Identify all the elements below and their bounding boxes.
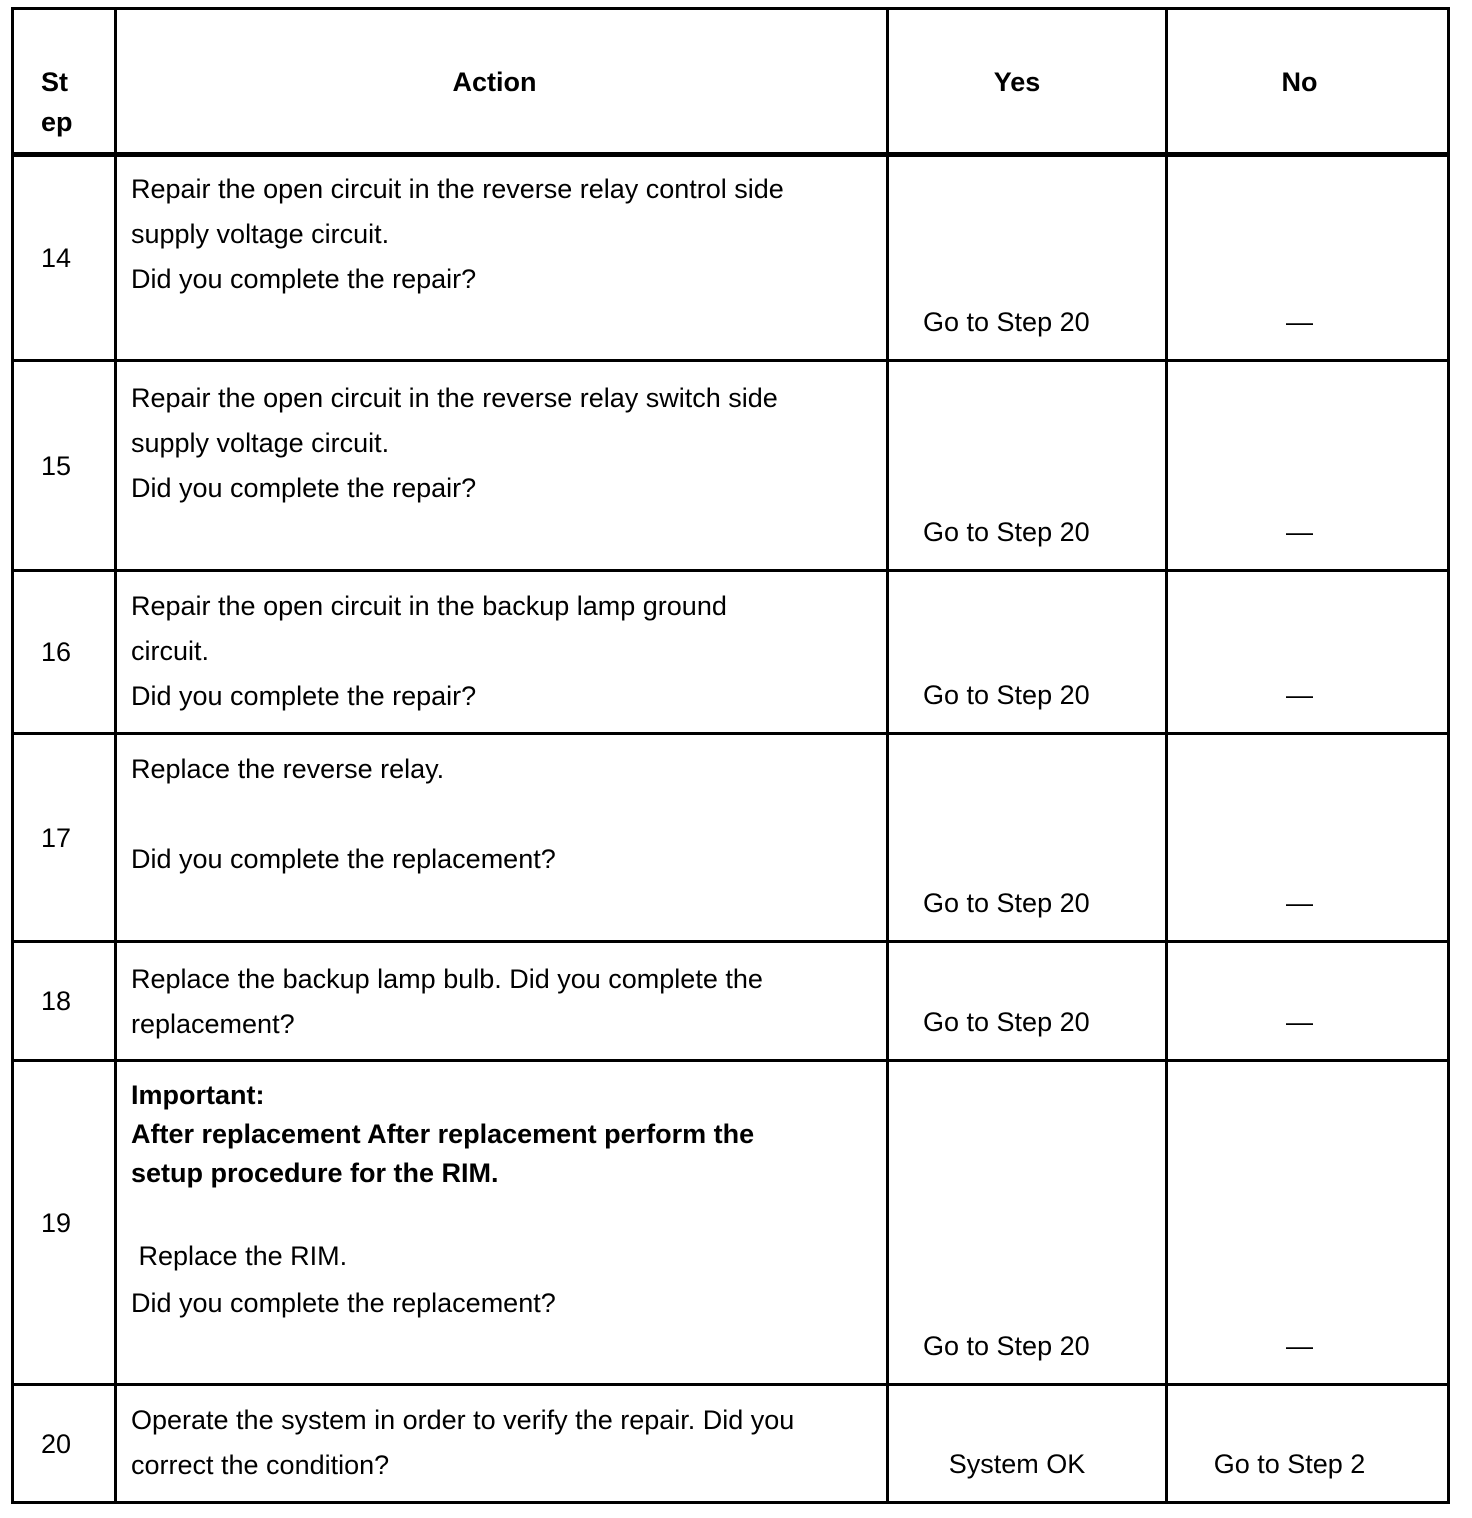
important-text-line: setup procedure for the RIM.: [131, 1158, 499, 1188]
action-cell: [117, 735, 889, 943]
step-cell: [14, 1062, 117, 1386]
action-cell: [117, 1062, 889, 1386]
action-question: Did you complete the repair?: [131, 681, 477, 711]
no-cell: [1168, 1062, 1450, 1386]
step-cell: [14, 943, 117, 1062]
yes-cell: [889, 943, 1168, 1062]
action-cell: [117, 362, 889, 572]
step-cell: [14, 362, 117, 572]
no-result: —: [1286, 1007, 1313, 1037]
yes-cell: [889, 1386, 1168, 1504]
step-number: 19: [41, 1207, 72, 1238]
header-no-label: No: [1281, 67, 1318, 97]
step-number: 15: [41, 450, 72, 481]
no-cell: [1168, 572, 1450, 735]
header-step-cell: [14, 10, 117, 157]
step-cell: [14, 572, 117, 735]
yes-result: Go to Step 20: [923, 680, 1090, 710]
step-number: 20: [41, 1428, 72, 1459]
no-cell: [1168, 735, 1450, 943]
action-text-line: Repair the open circuit in the reverse relay control side: [131, 174, 784, 204]
action-cell: [117, 572, 889, 735]
header-yes-cell: [889, 10, 1168, 157]
step-cell: [14, 735, 117, 943]
yes-result: Go to Step 20: [923, 1007, 1090, 1037]
action-text-line: circuit.: [131, 636, 210, 666]
no-result: —: [1286, 307, 1313, 337]
troubleshooting-table: [11, 7, 1450, 1504]
no-result: —: [1286, 680, 1313, 710]
action-cell: [117, 157, 889, 362]
no-result: —: [1286, 888, 1313, 918]
important-text-line: After replacement After replacement perform the: [131, 1119, 755, 1149]
no-cell: [1168, 1386, 1450, 1504]
no-result: —: [1286, 1331, 1313, 1361]
step-cell: [14, 157, 117, 362]
action-text-line: Replace the backup lamp bulb. Did you complete the: [131, 964, 763, 994]
header-action-cell: [117, 10, 889, 157]
action-text-line: Operate the system in order to verify the repair. Did you: [131, 1405, 795, 1435]
step-cell: [14, 1386, 117, 1504]
header-action-label: Action: [452, 67, 537, 97]
no-result: Go to Step 2: [1213, 1449, 1366, 1479]
action-cell: [117, 1386, 889, 1504]
yes-result: System OK: [948, 1449, 1086, 1479]
action-text-line: Repair the open circuit in the backup lamp ground: [131, 591, 727, 621]
action-question: Did you complete the repair?: [131, 473, 477, 503]
yes-result: Go to Step 20: [923, 517, 1090, 547]
important-label: Important:: [131, 1080, 265, 1110]
action-text-line: Repair the open circuit in the reverse relay switch side: [131, 383, 778, 413]
action-question: correct the condition?: [131, 1450, 390, 1480]
step-number: 17: [41, 822, 72, 853]
no-result: —: [1286, 517, 1313, 547]
action-question: Did you complete the replacement?: [131, 1288, 556, 1318]
action-cell: [117, 943, 889, 1062]
step-number: 18: [41, 986, 72, 1016]
header-no-cell: [1168, 10, 1450, 157]
yes-cell: [889, 572, 1168, 735]
no-cell: [1168, 157, 1450, 362]
yes-result: Go to Step 20: [923, 1331, 1090, 1361]
action-question: Did you complete the repair?: [131, 264, 477, 294]
action-text-line: supply voltage circuit.: [131, 428, 390, 458]
yes-result: Go to Step 20: [923, 307, 1090, 337]
action-text-line: replacement?: [131, 1009, 295, 1039]
action-body: [131, 1233, 886, 1327]
action-text-line: Replace the RIM.: [131, 1241, 348, 1271]
no-cell: [1168, 943, 1450, 1062]
yes-cell: [889, 157, 1168, 362]
important-note: [131, 1076, 886, 1193]
step-number: 14: [41, 243, 72, 273]
action-text-line: Replace the reverse relay.: [131, 754, 445, 784]
header-step-label: Step: [41, 67, 73, 137]
yes-result: Go to Step 20: [923, 888, 1090, 918]
header-yes-label: Yes: [993, 67, 1041, 97]
yes-cell: [889, 1062, 1168, 1386]
action-text-line: supply voltage circuit.: [131, 219, 390, 249]
no-cell: [1168, 362, 1450, 572]
yes-cell: [889, 362, 1168, 572]
step-number: 16: [41, 637, 72, 667]
yes-cell: [889, 735, 1168, 943]
action-question: Did you complete the replacement?: [131, 844, 556, 874]
